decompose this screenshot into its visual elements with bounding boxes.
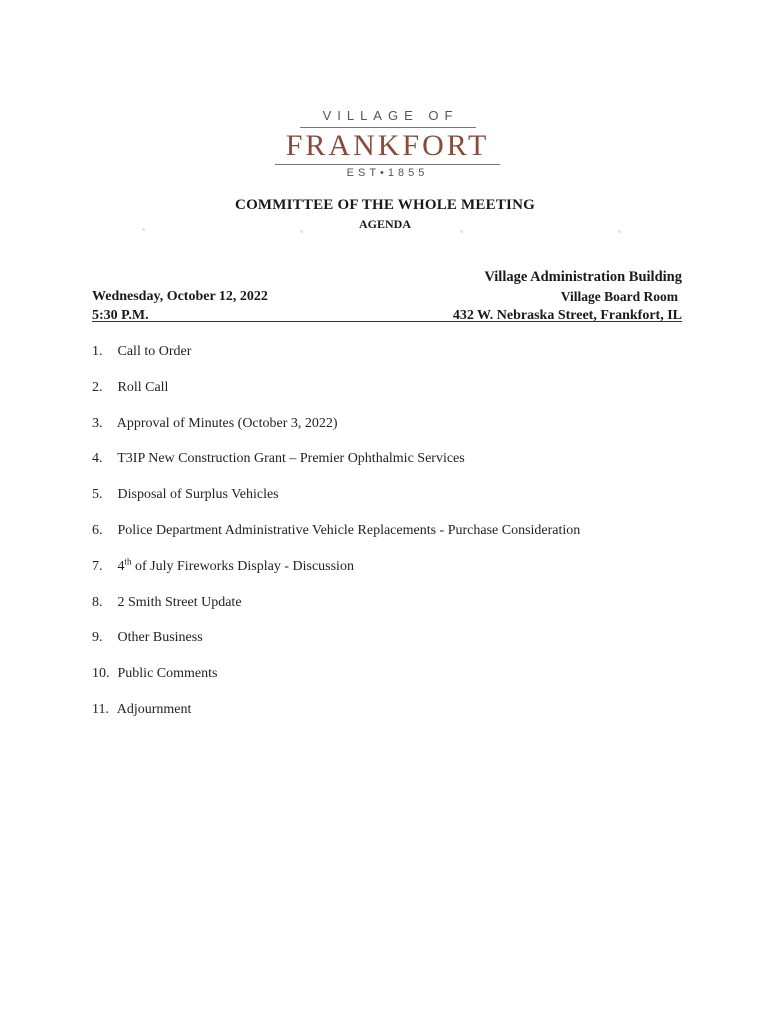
location-building: Village Administration Building [484,269,682,285]
agenda-item [92,341,580,377]
scan-speck [300,230,303,233]
location-address: 432 W. Nebraska Street, Frankfort, IL [452,308,682,323]
meeting-date: Wednesday, October 12, 2022 [92,289,268,304]
agenda-item-number: 5. [92,487,103,503]
agenda-item [92,663,580,699]
agenda-item-text-prefix: 4 [117,558,125,574]
scan-speck [618,230,621,233]
document-subtitle: AGENDA [358,217,411,231]
agenda-item-text: Roll Call [117,379,169,395]
agenda-item-text: Public Comments [117,666,218,682]
agenda-item [92,627,580,663]
meeting-time: 5:30 P.M. [92,308,149,323]
scan-speck [142,228,145,231]
header-divider [92,321,682,322]
agenda-item-text: 2 Smith Street Update [117,594,242,610]
agenda-item-number: 7. [92,558,103,574]
agenda-item-number: 8. [92,594,103,610]
agenda-item-number: 3. [92,415,103,431]
agenda-item-text: Disposal of Surplus Vehicles [117,487,279,503]
agenda-item [92,413,580,449]
agenda-item-text: of July Fireworks Display - Discussion [131,558,354,574]
agenda-item [92,699,580,735]
location-room: Village Board Room [560,289,678,304]
agenda-item [92,377,580,413]
agenda-item [92,556,580,592]
agenda-item-text: Approval of Minutes (October 3, 2022) [116,415,338,431]
agenda-item-text: Call to Order [117,344,192,359]
agenda-item-text: Adjournment [116,701,192,717]
agenda-item-number: 6. [92,522,103,538]
agenda-item-text: Police Department Administrative Vehicle Replacements - Purchase Consideration [117,522,581,538]
agenda-item-number: 2. [92,379,103,395]
agenda-item-text: T3IP New Construction Grant – Premier Ophthalmic Services [117,451,465,467]
agenda-item-text: Other Business [117,630,203,646]
document-title: COMMITTEE OF THE WHOLE MEETING [235,197,535,213]
agenda-item [92,520,580,556]
agenda-item-number: 9. [92,630,103,646]
logo-est-text: EST•1855 [346,167,429,179]
scan-speck [460,230,463,233]
agenda-list [92,341,580,735]
agenda-item-number: 4. [92,451,103,467]
agenda-item-number: 1. [92,344,103,359]
meeting-location [453,268,682,325]
village-logo [275,108,500,179]
agenda-item-text-sup: th [124,556,132,567]
meeting-datetime [92,287,268,325]
agenda-item [92,592,580,628]
agenda-item-number: 10. [92,666,110,682]
logo-main-text: FRANKFORT [275,130,500,165]
logo-top-text: VILLAGE OF [300,108,476,128]
agenda-item [92,484,580,520]
agenda-item-number: 11. [92,701,109,717]
agenda-item [92,448,580,484]
